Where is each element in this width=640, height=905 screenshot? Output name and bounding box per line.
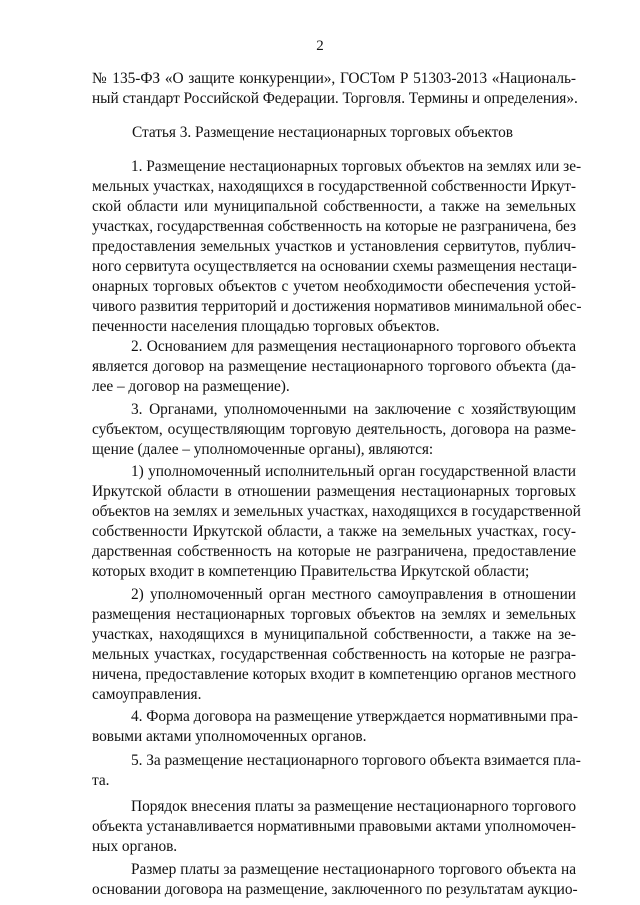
- article-heading: Статья 3. Размещение нестационарных торговых объектов: [132, 124, 513, 141]
- paragraph-line: чивого развития территорий и достижения нормативов минимальной обес-: [92, 298, 582, 315]
- paragraph-line: 3. Органами, уполномоченными на заключение с хозяйствующим: [131, 401, 576, 418]
- paragraph-line: онарных торговых объектов с учетом необходимости обеспечения устой-: [92, 278, 576, 295]
- paragraph-line: 5. За размещение нестационарного торгового объекта взимается пла-: [131, 752, 581, 769]
- paragraph-line: Порядок внесения платы за размещение нестационарного торгового: [131, 798, 576, 815]
- paragraph-line: размещения нестационарных торговых объектов на землях и земельных: [92, 606, 576, 623]
- intro-line: ный стандарт Российской Федерации. Торговля. Термины и определения».: [92, 90, 578, 107]
- paragraph-line: мельных участках, находящихся в государственной собственности Иркут-: [92, 178, 576, 195]
- paragraph-line: 4. Форма договора на размещение утверждается нормативными пра-: [131, 708, 578, 725]
- paragraph-line: 1. Размещение нестационарных торговых объектов на землях или зе-: [131, 158, 582, 175]
- paragraph-line: участках, находящихся в муниципальной собственности, а также на зе-: [92, 626, 576, 643]
- paragraph-line: Иркутской области в отношении размещения нестационарных торговых: [92, 483, 576, 500]
- paragraph-line: самоуправления.: [92, 686, 202, 703]
- paragraph-line: мельных участках, государственная собственность на которые не разгра-: [92, 646, 576, 663]
- intro-line: № 135-ФЗ «О защите конкуренции», ГОСТом Р 51303-2013 «Националь-: [92, 70, 576, 87]
- paragraph-line: 1) уполномоченный исполнительный орган государственной власти: [131, 463, 576, 480]
- paragraph-line: ных органов.: [92, 838, 178, 855]
- paragraph-line: субъектом, осуществляющим торговую деятельность, договора на разме-: [92, 421, 576, 438]
- paragraph-line: щение (далее – уполномоченные органы), являются:: [92, 441, 434, 458]
- paragraph-line: участках, государственная собственность на которые не разграничена, без: [92, 218, 576, 235]
- paragraph-line: объектов на землях и земельных участках, находящихся в государственной: [92, 503, 581, 520]
- paragraph-line: ного сервитута осуществляется на основании схемы размещения нестаци-: [92, 258, 577, 275]
- paragraph-line: ничена, предоставление которых входит в компетенцию органов местного: [92, 666, 576, 683]
- paragraph-line: 2) уполномоченный орган местного самоуправления в отношении: [131, 586, 576, 603]
- paragraph-line: 2. Основанием для размещения нестационарного торгового объекта: [131, 338, 576, 355]
- paragraph-line: которых входит в компетенцию Правительства Иркутской области;: [92, 563, 530, 580]
- paragraph-line: ской области или муниципальной собственности, а также на земельных: [92, 198, 576, 215]
- paragraph-line: является договор на размещение нестационарного торгового объекта (да-: [92, 358, 576, 375]
- paragraph-line: та.: [92, 772, 110, 789]
- page-number: 2: [316, 38, 324, 54]
- paragraph-line: собственности Иркутской области, а также на земельных участках, госу-: [92, 523, 576, 540]
- paragraph-line: печенности населения площадью торговых объектов.: [92, 318, 440, 335]
- paragraph-line: объекта устанавливается нормативными правовыми актами уполномочен-: [92, 818, 576, 835]
- paragraph-line: вовыми актами уполномоченных органов.: [92, 728, 367, 745]
- paragraph-line: дарственная собственность на которые не разграничена, предоставление: [92, 543, 576, 560]
- paragraph-line: предоставления земельных участков и установления сервитутов, публич-: [92, 238, 576, 255]
- paragraph-line: лее – договор на размещение).: [92, 378, 290, 395]
- paragraph-line: Размер платы за размещение нестационарного торгового объекта на: [131, 861, 576, 878]
- paragraph-line: основании договора на размещение, заключенного по результатам аукцио-: [92, 881, 578, 898]
